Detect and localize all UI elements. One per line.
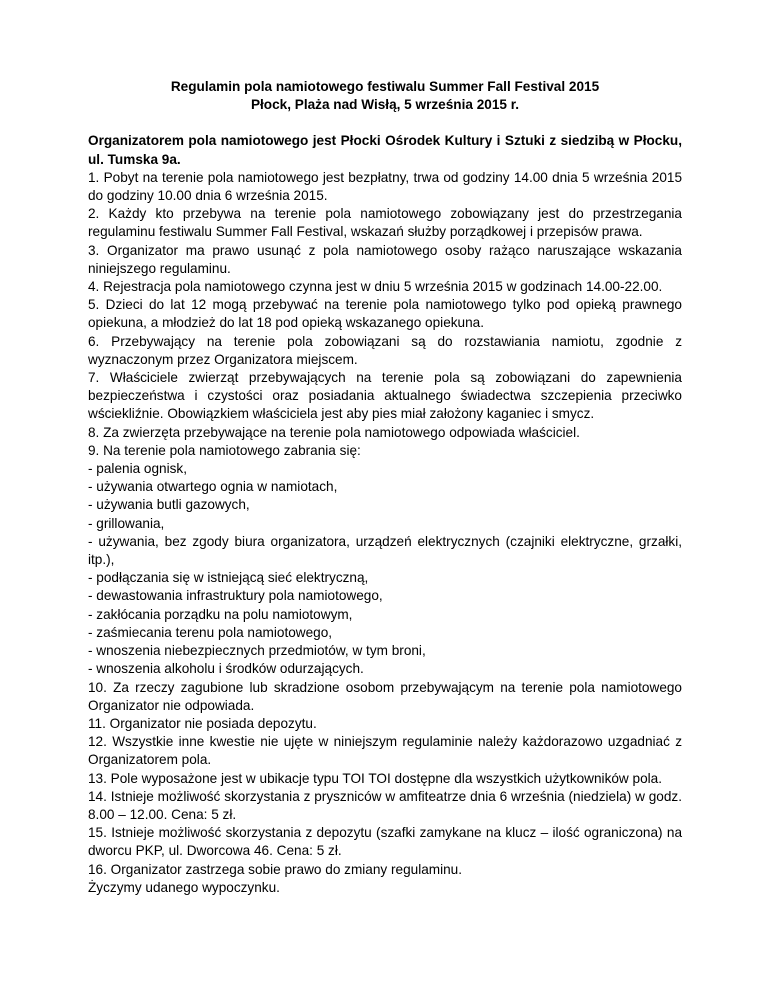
- rule-item: 1. Pobyt na terenie pola namiotowego jest bezpłatny, trwa od godziny 14.00 dnia 5 września 2015 do godziny 10.00 dnia 6 września 2015.: [88, 169, 682, 204]
- rule-item: 5. Dzieci do lat 12 mogą przebywać na terenie pola namiotowego tylko pod opieką prawnego opiekuna, a młodzież do lat 18 pod opieką wskazanego opiekuna.: [88, 297, 682, 331]
- prohibition-item: - grillowania,: [88, 515, 165, 531]
- prohibition-item: - podłączania się w istniejącą sieć elektryczną,: [88, 570, 369, 586]
- prohibition-item: - palenia ognisk,: [88, 461, 187, 477]
- rule-item: 14. Istnieje możliwość skorzystania z pryszniców w amfiteatrze dnia 6 września (niedziela) w godz. 8.00 – 12.00. Cena: 5 zł.: [88, 788, 682, 822]
- rule-item: 9. Na terenie pola namiotowego zabrania się:: [88, 442, 361, 458]
- rule-item: 13. Pole wyposażone jest w ubikacje typu TOI TOI dostępne dla wszystkich użytkowników pola.: [88, 770, 663, 786]
- rule-item: 11. Organizator nie posiada depozytu.: [88, 715, 317, 731]
- prohibition-item: - zaśmiecania terenu pola namiotowego,: [88, 624, 333, 640]
- prohibition-item: - zakłócania porządku na polu namiotowym,: [88, 606, 353, 622]
- organizer-intro: Organizatorem pola namiotowego jest Płocki Ośrodek Kultury i Sztuki z siedzibą w Płocku, ul. Tumska 9a.: [88, 133, 682, 167]
- rule-item: 12. Wszystkie inne kwestie nie ujęte w niniejszym regulaminie należy każdorazowo uzgadniać z Organizatorem pola.: [88, 734, 682, 768]
- prohibitions-list: [88, 460, 682, 678]
- rule-item: 6. Przebywający na terenie pola zobowiązani są do rozstawiania namiotu, zgodnie z wyznaczonym przez Organizatora miejscem.: [88, 333, 682, 367]
- closing-line: Życzymy udanego wypoczynku.: [88, 879, 280, 895]
- prohibition-item: - dewastowania infrastruktury pola namiotowego,: [88, 588, 383, 604]
- prohibition-item: - używania butli gazowych,: [88, 497, 250, 513]
- document-title-line1: Regulamin pola namiotowego festiwalu Summer Fall Festival 2015: [170, 79, 600, 94]
- rule-item: 10. Za rzeczy zagubione lub skradzione osobom przebywającym na terenie pola namiotowego Organizator nie odpowiada.: [88, 679, 682, 713]
- rule-item: 15. Istnieje możliwość skorzystania z depozytu (szafki zamykane na klucz – ilość ograniczona) na dworcu PKP, ul. Dworcowa 46. Cena: 5 zł.: [88, 825, 682, 859]
- prohibition-item: - używania otwartego ognia w namiotach,: [88, 479, 338, 495]
- title-spacer: [88, 114, 682, 132]
- document-title-line2: Płock, Plaża nad Wisłą, 5 września 2015 r.: [250, 97, 520, 113]
- prohibition-item: - używania, bez zgody biura organizatora, urządzeń elektrycznych (czajniki elektryczne, grzałki, itp.),: [88, 533, 682, 568]
- rules-list-before: [88, 169, 682, 460]
- rule-item: 16. Organizator zastrzega sobie prawo do zmiany regulaminu.: [88, 861, 463, 877]
- rules-list-after: [88, 679, 682, 879]
- prohibition-item: - wnoszenia niebezpiecznych przedmiotów, w tym broni,: [88, 643, 426, 659]
- rule-item: 3. Organizator ma prawo usunąć z pola namiotowego osoby rażąco naruszające wskazania niniejszego regulaminu.: [88, 242, 682, 276]
- rule-item: 2. Każdy kto przebywa na terenie pola namiotowego zobowiązany jest do przestrzegania regulaminu festiwalu Summer Fall Festival, wskazań służby porządkowej i przepisów prawa.: [88, 206, 682, 240]
- rule-item: 4. Rejestracja pola namiotowego czynna jest w dniu 5 września 2015 w godzinach 14.00-22.00.: [88, 279, 663, 295]
- rule-item: 8. Za zwierzęta przebywające na terenie pola namiotowego odpowiada właściciel.: [88, 424, 580, 440]
- prohibition-item: - wnoszenia alkoholu i środków odurzających.: [88, 661, 364, 677]
- rule-item: 7. Właściciele zwierząt przebywających na terenie pola są zobowiązani do zapewnienia bezpieczeństwa i czystości oraz posiadania aktualnego świadectwa szczepienia przeciwko wściekliźnie. Obowiązkiem właściciela jest aby pies miał założony kaganiec i smycz.: [88, 370, 682, 422]
